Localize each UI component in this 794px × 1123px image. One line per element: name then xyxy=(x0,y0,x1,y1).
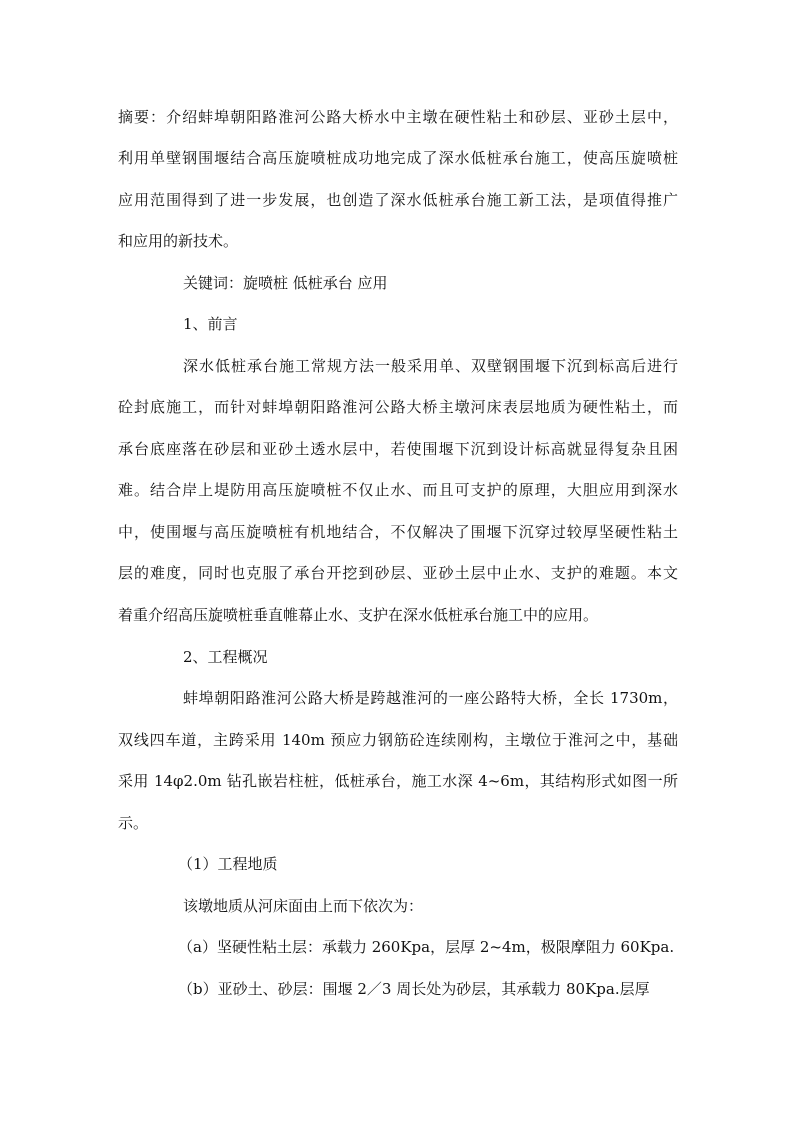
section-1-line-6: 层的难度，同时也克服了承台开挖到砂层、亚砂土层中止水、支护的难题。本文 xyxy=(118,564,678,582)
abstract-line-1: 摘要：介绍蚌埠朝阳路淮河公路大桥水中主墩在硬性粘土和砂层、亚砂土层中， xyxy=(118,108,678,126)
section-2-heading: 2、工程概况 xyxy=(183,648,268,666)
subsection-1-heading: （1）工程地质 xyxy=(178,855,278,873)
section-2-line-4: 示。 xyxy=(118,814,149,832)
geology-item-a: （a）坚硬性粘土层：承载力 260Kpa，层厚 2~4m，极限摩阻力 60Kpa. xyxy=(178,938,675,956)
abstract-line-2: 利用单壁钢围堰结合高压旋喷桩成功地完成了深水低桩承台施工，使高压旋喷桩 xyxy=(118,149,678,167)
section-2-line-3: 采用 14φ2.0m 钻孔嵌岩柱桩，低桩承台，施工水深 4~6m，其结构形式如图一所 xyxy=(118,772,678,790)
abstract-line-3: 应用范围得到了进一步发展，也创造了深水低桩承台施工新工法，是项值得推广 xyxy=(118,191,678,209)
section-1-line-5: 中，使围堰与高压旋喷桩有机地结合，不仅解决了围堰下沉穿过较厚坚硬性粘土 xyxy=(118,523,678,541)
section-1-line-7: 着重介绍高压旋喷桩垂直帷幕止水、支护在深水低桩承台施工中的应用。 xyxy=(118,606,599,624)
section-2-line-2: 双线四车道，主跨采用 140m 预应力钢筋砼连续刚构，主墩位于淮河之中，基础 xyxy=(118,731,678,749)
section-1-line-3: 承台底座落在砂层和亚砂土透水层中，若使围堰下沉到设计标高就显得复杂且困 xyxy=(118,440,678,458)
geology-item-b: （b）亚砂土、砂层：围堰 2／3 周长处为砂层，其承载力 80Kpa.层厚 xyxy=(178,980,650,998)
section-1-heading: 1、前言 xyxy=(183,315,238,333)
section-1-line-2: 砼封底施工，而针对蚌埠朝阳路淮河公路大桥主墩河床表层地质为硬性粘土，而 xyxy=(118,398,678,416)
keywords: 关键词：旋喷桩 低桩承台 应用 xyxy=(183,274,388,292)
section-1-line-4: 难。结合岸上堤防用高压旋喷桩不仅止水、而且可支护的原理，大胆应用到深水 xyxy=(118,481,678,499)
subsection-1-intro: 该墩地质从河床面由上而下依次为： xyxy=(183,897,424,915)
abstract-line-4: 和应用的新技术。 xyxy=(118,232,239,250)
section-2-line-1: 蚌埠朝阳路淮河公路大桥是跨越淮河的一座公路特大桥，全长 1730m， xyxy=(183,689,678,707)
section-1-line-1: 深水低桩承台施工常规方法一般采用单、双壁钢围堰下沉到标高后进行 xyxy=(183,357,678,375)
